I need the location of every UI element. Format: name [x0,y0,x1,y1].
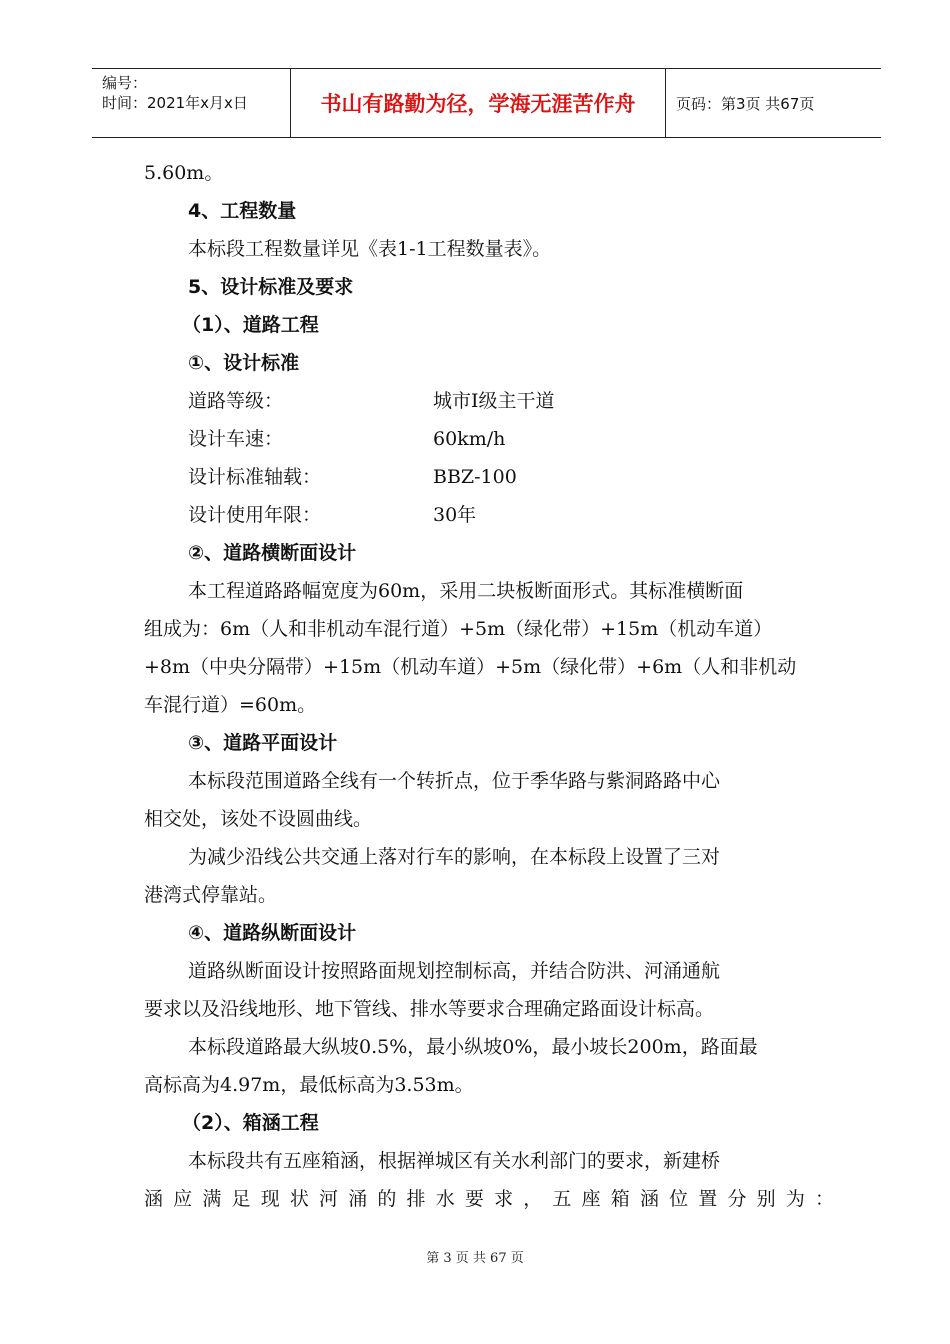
item-heading: ③、道路平面设计 [188,732,338,754]
subsection-heading: （1）、道路工程 [182,314,319,336]
paragraph-line: 本标段共有五座箱涵，根据禅城区有关水利部门的要求，新建桥 [188,1150,721,1172]
paragraph-line: 组成为：6m（人和非机动车混行道）+5m（绿化带）+15m（机动车道） [144,618,773,640]
item-heading: ②、道路横断面设计 [188,542,357,564]
paragraph-line: 港湾式停靠站。 [144,884,278,906]
spec-value: 30年 [433,504,477,526]
paragraph-line: 本标段范围道路全线有一个转折点，位于季华路与紫洞路路中心 [188,770,721,792]
page-header [92,68,881,138]
number-label: 编号： [102,74,148,92]
spec-key: 设计使用年限： [188,504,322,526]
paragraph-line: 相交处，该处不设圆曲线。 [144,808,373,830]
paragraph-line: 道路纵断面设计按照路面规划控制标高，并结合防洪、河涌通航 [188,960,721,982]
spec-row [144,420,834,458]
item-heading: ④、道路纵断面设计 [188,922,357,944]
header-motto: 书山有路勤为径，学海无涯苦作舟 [291,69,666,137]
spec-value: 城市Ⅰ级主干道 [433,390,555,412]
spec-key: 设计车速： [188,428,284,450]
spec-value: BBZ-100 [433,466,517,488]
paragraph-line: 高标高为4.97m，最低标高为3.53m。 [144,1074,474,1096]
text-line: 5.60m。 [144,162,224,184]
paragraph-line: 车混行道）=60m。 [144,694,317,716]
paragraph-line: 要求以及沿线地形、地下管线、排水等要求合理确定路面设计标高。 [144,998,715,1020]
document-body [144,154,834,1218]
paragraph-line: 为减少沿线公共交通上落对行车的影响，在本标段上设置了三对 [188,846,721,868]
paragraph-line: +8m（中央分隔带）+15m（机动车道）+5m（绿化带）+6m（人和非机动 [144,656,797,678]
paragraph-line: 本标段道路最大纵坡0.5%，最小纵坡0%，最小坡长200m，路面最 [188,1036,758,1058]
item-heading: ①、设计标准 [188,352,300,374]
spec-value: 60km/h [433,428,506,450]
spec-row [144,496,834,534]
header-page-info: 页码：第3页 共67页 [676,94,815,113]
header-meta [92,69,291,137]
section-heading: 4、工程数量 [188,200,297,222]
time-label: 时间：2021年x月x日 [102,94,248,112]
section-heading: 5、设计标准及要求 [188,276,354,298]
spec-row [144,382,834,420]
spec-row [144,458,834,496]
spec-key: 道路等级： [188,390,284,412]
paragraph-line: 本工程道路路幅宽度为60m，采用二块板断面形式。其标准横断面 [188,580,744,602]
paragraph-line: 涵应满足现状河涌的排水要求，五座箱涵位置分别为： [144,1188,834,1210]
paragraph: 本标段工程数量详见《表1-1工程数量表》。 [188,238,552,260]
subsection-heading: （2）、箱涵工程 [182,1112,319,1134]
page-footer: 第 3 页 共 67 页 [426,1251,524,1266]
spec-key: 设计标准轴载： [188,466,322,488]
